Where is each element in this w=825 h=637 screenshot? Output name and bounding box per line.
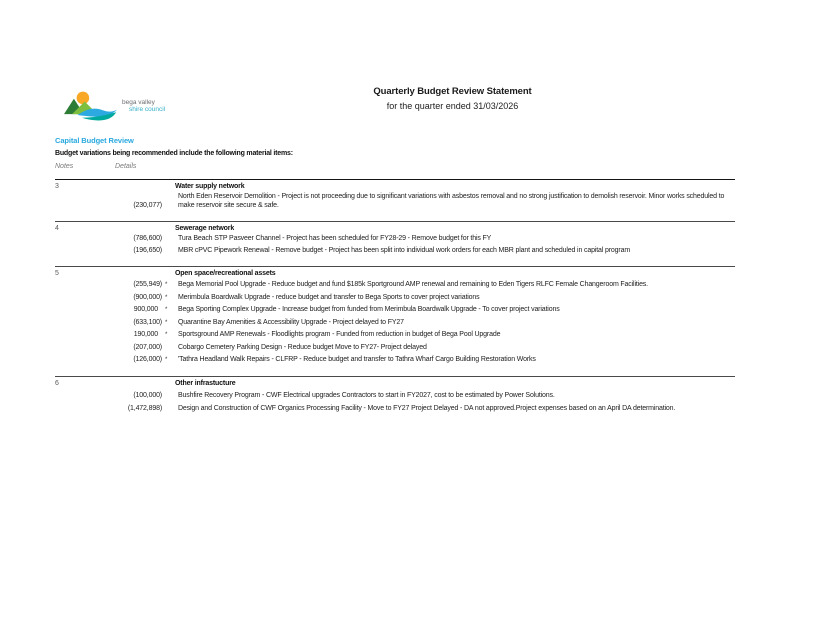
page-subtitle: for the quarter ended 31/03/2026 (386, 101, 519, 111)
page-title: Quarterly Budget Review Statement (373, 86, 532, 97)
star-marker: * (165, 332, 168, 338)
detail-cell: North Eden Reservoir Demolition - Project is not proceeding due to significant variations with asbestos removal and no strong justification to demolish reservoir. Minor works scheduled to make reservoir site secure & safe. (178, 193, 725, 209)
section-header (55, 380, 735, 387)
detail-cell: Quarantine Bay Amenities & Accessibility Upgrade - Project delayed to FY27 (178, 318, 404, 326)
budget-row (55, 319, 735, 328)
detail-cell: Merimbula Boardwalk Upgrade - reduce budget and transfer to Bega Sports to cover project variations (178, 293, 480, 301)
star-marker: * (165, 307, 168, 313)
amount-cell: (230,077) (133, 201, 162, 209)
detail-cell: Tura Beach STP Pasveer Channel - Project has been scheduled for FY28-29 - Remove budget for this FY (178, 235, 492, 242)
council-logo (64, 88, 165, 124)
budget-row (55, 405, 735, 414)
capital-budget-review-heading: Capital Budget Review (55, 136, 134, 145)
detail-cell: Design and Construction of CWF Organics Processing Facility - Move to FY27 Project Delayed - DA not approved.Project expenses based on an April DA determination. (178, 405, 676, 412)
amount-cell: 900,000 (133, 306, 158, 313)
amount-cell: (1,472,898) (127, 405, 162, 412)
budget-section-water-supply (55, 179, 735, 210)
amount-cell: (786,600) (133, 235, 162, 242)
section-header (55, 225, 735, 232)
amount-cell: (126,000) (133, 356, 162, 363)
section-note-number: 3 (55, 183, 59, 190)
budget-row (55, 235, 735, 244)
budget-row (55, 294, 735, 303)
budget-section-open-space (55, 266, 735, 365)
section-note-number: 5 (55, 270, 59, 277)
amount-cell: (207,000) (133, 343, 162, 351)
document-header (290, 86, 615, 111)
amount-cell: (900,000) (133, 293, 162, 301)
detail-cell: Bega Memorial Pool Upgrade - Reduce budget and fund $185k Sportground AMP renewal and remaining to Eden Tigers RLFC Female Changeroom Facilities. (178, 281, 648, 288)
council-logo-graphic (64, 88, 118, 124)
section-header (55, 270, 735, 277)
star-marker: * (165, 294, 168, 301)
notes-column-header: Notes (55, 163, 74, 170)
amount-cell: (255,949) (133, 281, 162, 288)
budget-variations-table (55, 179, 735, 414)
amount-cell: (633,100) (133, 318, 162, 326)
intro-text: Budget variations being recommended include the following material items: (55, 150, 293, 157)
section-header (55, 183, 735, 190)
section-title: Sewerage network (175, 225, 235, 232)
amount-cell: (196,650) (133, 246, 162, 254)
star-marker: * (165, 357, 168, 363)
detail-cell: MBR cPVC Pipework Renewal - Remove budget - Project has been split into individual work orders for each MBR plant and scheduled in capital program (178, 246, 630, 254)
budget-section-sewerage (55, 221, 735, 255)
detail-cell: Bushfire Recovery Program - CWF Electrical upgrades Contractors to start in FY2027, cost to be estimated by Power Solutions. (178, 391, 555, 399)
budget-row (55, 356, 735, 365)
amount-cell: (100,000) (133, 391, 162, 399)
budget-row (55, 344, 735, 353)
star-marker: * (165, 319, 168, 326)
logo-text-line1: bega valley (122, 98, 155, 106)
council-logo-text (122, 99, 165, 114)
budget-row (55, 392, 735, 401)
budget-row (55, 281, 735, 290)
budget-row (55, 247, 735, 256)
section-note-number: 4 (55, 225, 59, 232)
detail-cell: 'Tathra Headland Walk Repairs - CLFRP - Reduce budget and transfer to Tathra Wharf Cargo Building Restoration Works (178, 356, 536, 363)
budget-row (55, 331, 735, 340)
logo-text-line2: shire council (129, 106, 166, 113)
section-title: Other infrastucture (175, 379, 236, 387)
section-title: Water supply network (175, 183, 245, 190)
budget-row (55, 306, 735, 315)
budget-row (55, 193, 735, 210)
section-title: Open space/recreational assets (175, 270, 276, 277)
detail-cell: Sportsground AMP Renewals - Floodlights program - Funded from reduction in budget of Bega Pool Upgrade (178, 331, 501, 338)
amount-cell: 190,000 (133, 331, 158, 338)
details-column-header: Details (115, 163, 137, 170)
report-body (55, 136, 735, 414)
detail-cell: Bega Sporting Complex Upgrade - Increase budget from funded from Merimbula Boardwalk Upgrade - To cover project variations (178, 306, 560, 313)
budget-section-other-infrastructure (55, 376, 735, 414)
section-note-number: 6 (55, 379, 59, 387)
star-marker: * (165, 282, 168, 288)
detail-cell: Cobargo Cemetery Parking Design - Reduce budget Move to FY27- Project delayed (178, 343, 427, 351)
column-headers (55, 163, 735, 170)
